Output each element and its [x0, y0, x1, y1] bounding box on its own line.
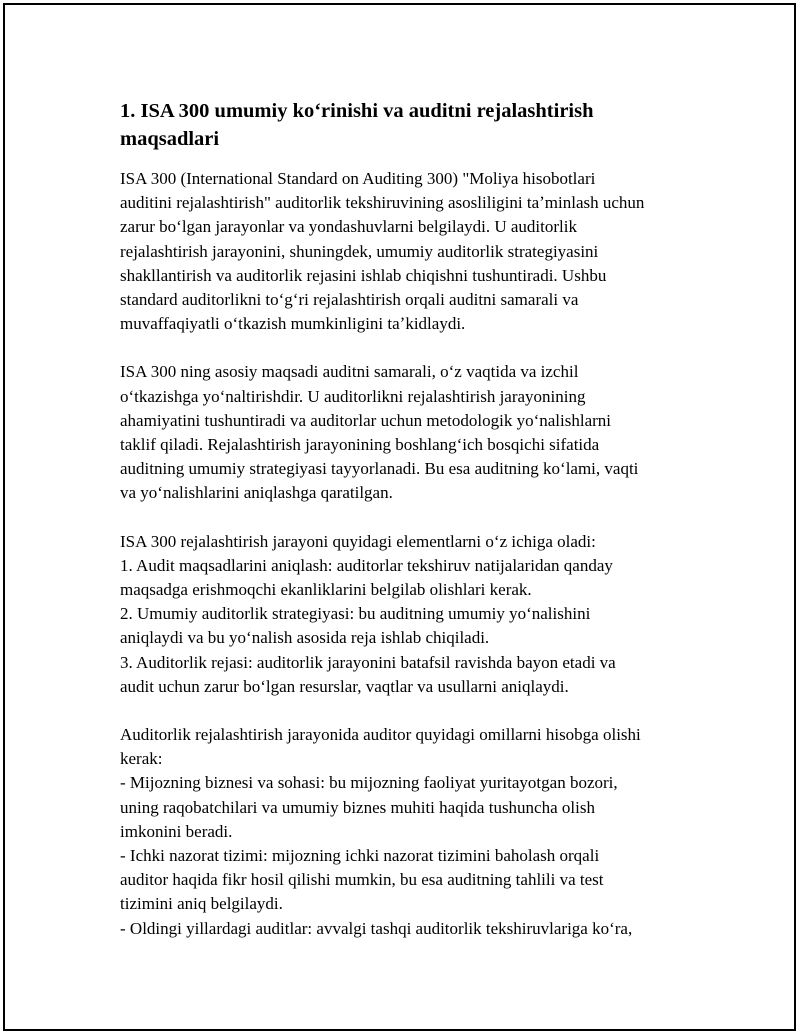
paragraph-line: muvaffaqiyatli oʻtkazish mumkinligini taʼkidlaydi.	[120, 314, 466, 334]
document-content	[120, 97, 700, 965]
paragraph-line: taklif qiladi. Rejalashtirish jarayonining boshlangʻich bosqichi sifatida	[120, 435, 600, 455]
paragraph-line: auditini rejalashtirish" auditorlik tekshiruvining asosliligini taʼminlash uchun	[120, 193, 645, 213]
paragraph-line: 1. Audit maqsadlarini aniqlash: auditorlar tekshiruv natijalaridan qanday	[120, 555, 613, 575]
paragraph-line: kerak:	[120, 749, 163, 769]
paragraph-line: standard auditorlikni toʻgʻri rejalashtirish orqali auditni samarali va	[120, 290, 579, 310]
paragraph-line: auditor haqida fikr hosil qilishi mumkin, bu esa auditning tahlili va test	[120, 870, 604, 890]
paragraph-line: uning raqobatchilari va umumiy biznes muhiti haqida tushuncha olish	[120, 797, 595, 817]
paragraph-line: oʻtkazishga yoʻnaltirishdir. U auditorlikni rejalashtirish jarayonining	[120, 386, 586, 406]
document-page	[3, 3, 796, 1031]
paragraph-overview	[120, 167, 700, 336]
paragraph-line: zarur boʻlgan jarayonlar va yondashuvlarni belgilaydi. U auditorlik	[120, 217, 577, 237]
paragraph-line: rejalashtirish jarayonini, shuningdek, umumiy auditorlik strategiyasini	[120, 241, 599, 261]
heading-line: 1. ISA 300 umumiy koʻrinishi va auditni rejalashtirish	[120, 100, 594, 122]
paragraph-line: - Oldingi yillardagi auditlar: avvalgi tashqi auditorlik tekshiruvlariga koʻra,	[120, 918, 633, 938]
paragraph-elements	[120, 530, 700, 699]
paragraph-line: audit uchun zarur boʻlgan resurslar, vaqtlar va usullarni aniqlaydi.	[120, 676, 569, 696]
paragraph-line: aniqlaydi va bu yoʻnalish asosida reja ishlab chiqiladi.	[120, 628, 490, 648]
paragraph-line: Auditorlik rejalashtirish jarayonida auditor quyidagi omillarni hisobga olishi	[120, 725, 641, 745]
paragraph-line: ahamiyatini tushuntiradi va auditorlar uchun metodologik yoʻnalishlarni	[120, 410, 611, 430]
paragraph-line: tizimini aniq belgilaydi.	[120, 894, 283, 914]
paragraph-line: imkonini beradi.	[120, 821, 233, 841]
paragraph-line: shakllantirish va auditorlik rejasini ishlab chiqishni tushuntiradi. Ushbu	[120, 265, 607, 285]
paragraph-line: 2. Umumiy auditorlik strategiyasi: bu auditning umumiy yoʻnalishini	[120, 604, 591, 624]
paragraph-line: auditning umumiy strategiyasi tayyorlanadi. Bu esa auditning koʻlami, vaqti	[120, 459, 639, 479]
paragraph-objective	[120, 360, 700, 505]
paragraph-line: ISA 300 rejalashtirish jarayoni quyidagi elementlarni oʻz ichiga oladi:	[120, 531, 596, 551]
paragraph-line: ISA 300 (International Standard on Auditing 300) "Moliya hisobotlari	[120, 169, 596, 188]
paragraph-line: 3. Auditorlik rejasi: auditorlik jarayonini batafsil ravishda bayon etadi va	[120, 652, 616, 672]
paragraph-factors	[120, 723, 700, 941]
paragraph-line: maqsadga erishmoqchi ekanliklarini belgilab olishlari kerak.	[120, 580, 532, 600]
heading-line: maqsadlari	[120, 128, 220, 150]
paragraph-line: - Mijozning biznesi va sohasi: bu mijozning faoliyat yuritayotgan bozori,	[120, 773, 618, 793]
paragraph-line: ISA 300 ning asosiy maqsadi auditni samarali, oʻz vaqtida va izchil	[120, 362, 579, 382]
paragraph-line: - Ichki nazorat tizimi: mijozning ichki nazorat tizimini baholash orqali	[120, 846, 600, 866]
section-heading	[120, 97, 700, 153]
paragraph-line: va yoʻnalishlarini aniqlashga qaratilgan.	[120, 483, 393, 503]
